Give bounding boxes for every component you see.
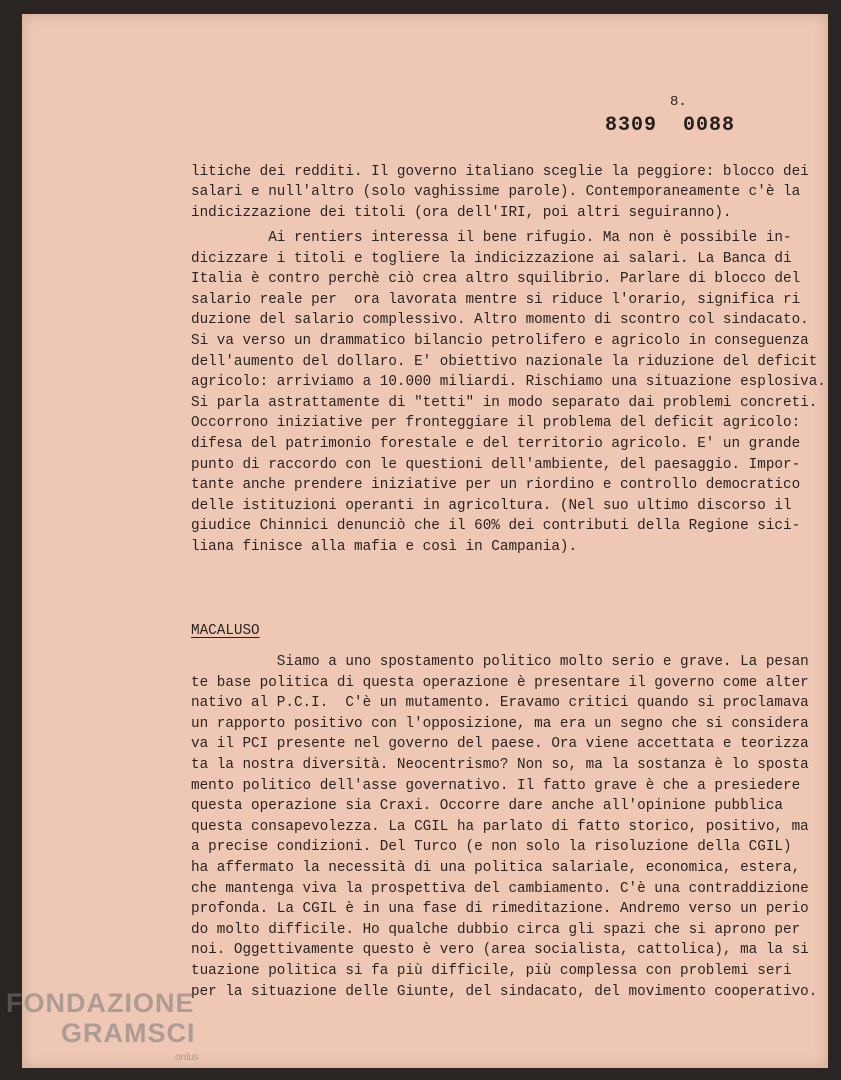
text-line: questa operazione sia Craxi. Occorre dare anche all'opinione pubblica — [191, 798, 783, 815]
document-code-stamp: 8309 0088 — [605, 114, 736, 137]
text-line: Italia è contro perchè ciò crea altro squilibrio. Parlare di blocco del — [191, 271, 801, 288]
text-line: punto di raccordo con le questioni dell'ambiente, del paesaggio. Impor- — [191, 456, 801, 473]
text-line: giudice Chinnici denunciò che il 60% dei contributi della Regione sici- — [191, 518, 801, 535]
text-line: va il PCI presente nel governo del paese. Ora viene accettata e teorizza — [191, 736, 809, 753]
text-line: te base politica di questa operazione è presentare il governo come alter — [191, 674, 809, 691]
text-line: che mantenga viva la prospettiva del cambiamento. C'è una contraddizione — [191, 880, 809, 897]
text-line: tuazione politica si fa più difficile, più complessa con problemi seri — [191, 962, 792, 979]
watermark-logo — [6, 988, 196, 1048]
text-line: salario reale per ora lavorata mentre si riduce l'orario, significa ri — [191, 291, 801, 308]
paragraph-continuation — [191, 162, 809, 223]
text-line: indicizzazione dei titoli (ora dell'IRI, poi altri seguiranno). — [191, 204, 732, 221]
text-line: ha affermato la necessità di una politica salariale, economica, estera, — [191, 859, 801, 876]
text-line: Si parla astrattamente di "tetti" in modo separato dai problemi concreti. — [191, 394, 818, 411]
paragraph-rentiers — [191, 228, 826, 558]
text-line: delle istituzioni operanti in agricoltura. (Nel suo ultimo discorso il — [191, 497, 792, 514]
text-line: liana finisce alla mafia e così in Campania). — [191, 538, 578, 555]
watermark-line-2: GRAMSCI — [61, 1018, 196, 1048]
text-line: Siamo a uno spostamento politico molto serio e grave. La pesan — [191, 654, 809, 670]
text-line: nativo al P.C.I. C'è un mutamento. Eravamo critici quando si proclamava — [191, 695, 809, 712]
text-line: questa consapevolezza. La CGIL ha parlato di fatto storico, positivo, ma — [191, 818, 809, 835]
text-line: dicizzare i titoli e togliere la indicizzazione ai salari. La Banca di — [191, 250, 792, 267]
text-line: Si va verso un drammatico bilancio petrolifero e agricolo in conseguenza — [191, 332, 809, 349]
page-number: 8. — [670, 94, 687, 110]
watermark-line-1: FONDAZIONE — [6, 988, 195, 1018]
text-line: a precise condizioni. Del Turco (e non solo la risoluzione della CGIL) — [191, 839, 792, 856]
text-line: profonda. La CGIL è in una fase di rimeditazione. Andremo verso un perio — [191, 901, 809, 918]
text-line: salari e null'altro (solo vaghissime parole). Contemporaneamente c'è la — [191, 184, 801, 201]
text-line: noi. Oggettivamente questo è vero (area socialista, cattolica), ma la si — [191, 942, 809, 959]
text-line: ta la nostra diversità. Neocentrismo? Non so, ma la sostanza è lo sposta — [191, 756, 809, 773]
text-line: litiche dei redditi. Il governo italiano sceglie la peggiore: blocco dei — [191, 164, 809, 180]
text-line: duzione del salario complessivo. Altro momento di scontro col sindacato. — [191, 312, 809, 329]
text-line: dell'aumento del dollaro. E' obiettivo nazionale la riduzione del deficit — [191, 353, 818, 370]
text-line: un rapporto positivo con l'opposizione, ma era un segno che si considera — [191, 715, 809, 732]
text-line: agricolo: arriviamo a 10.000 miliardi. Rischiamo una situazione esplosiva. — [191, 374, 826, 391]
text-line: mento politico dell'asse governativo. Il fatto grave è che a presiedere — [191, 777, 801, 794]
speaker-heading: MACALUSO — [191, 623, 260, 639]
paragraph-macaluso — [191, 652, 818, 1002]
text-line: Occorrono iniziative per fronteggiare il problema del deficit agricolo: — [191, 415, 801, 432]
watermark-line-3: onlus — [175, 1052, 199, 1063]
text-line: per la situazione delle Giunte, del sindacato, del movimento cooperativo. — [191, 983, 818, 1000]
text-line: do molto difficile. Ho qualche dubbio circa gli spazi che si aprono per — [191, 921, 801, 938]
text-line: tante anche prendere iniziative per un riordino e controllo democratico — [191, 477, 801, 494]
text-line: Ai rentiers interessa il bene rifugio. Ma non è possibile in- — [191, 230, 792, 246]
text-line: difesa del patrimonio forestale e del territorio agricolo. E' un grande — [191, 435, 801, 452]
